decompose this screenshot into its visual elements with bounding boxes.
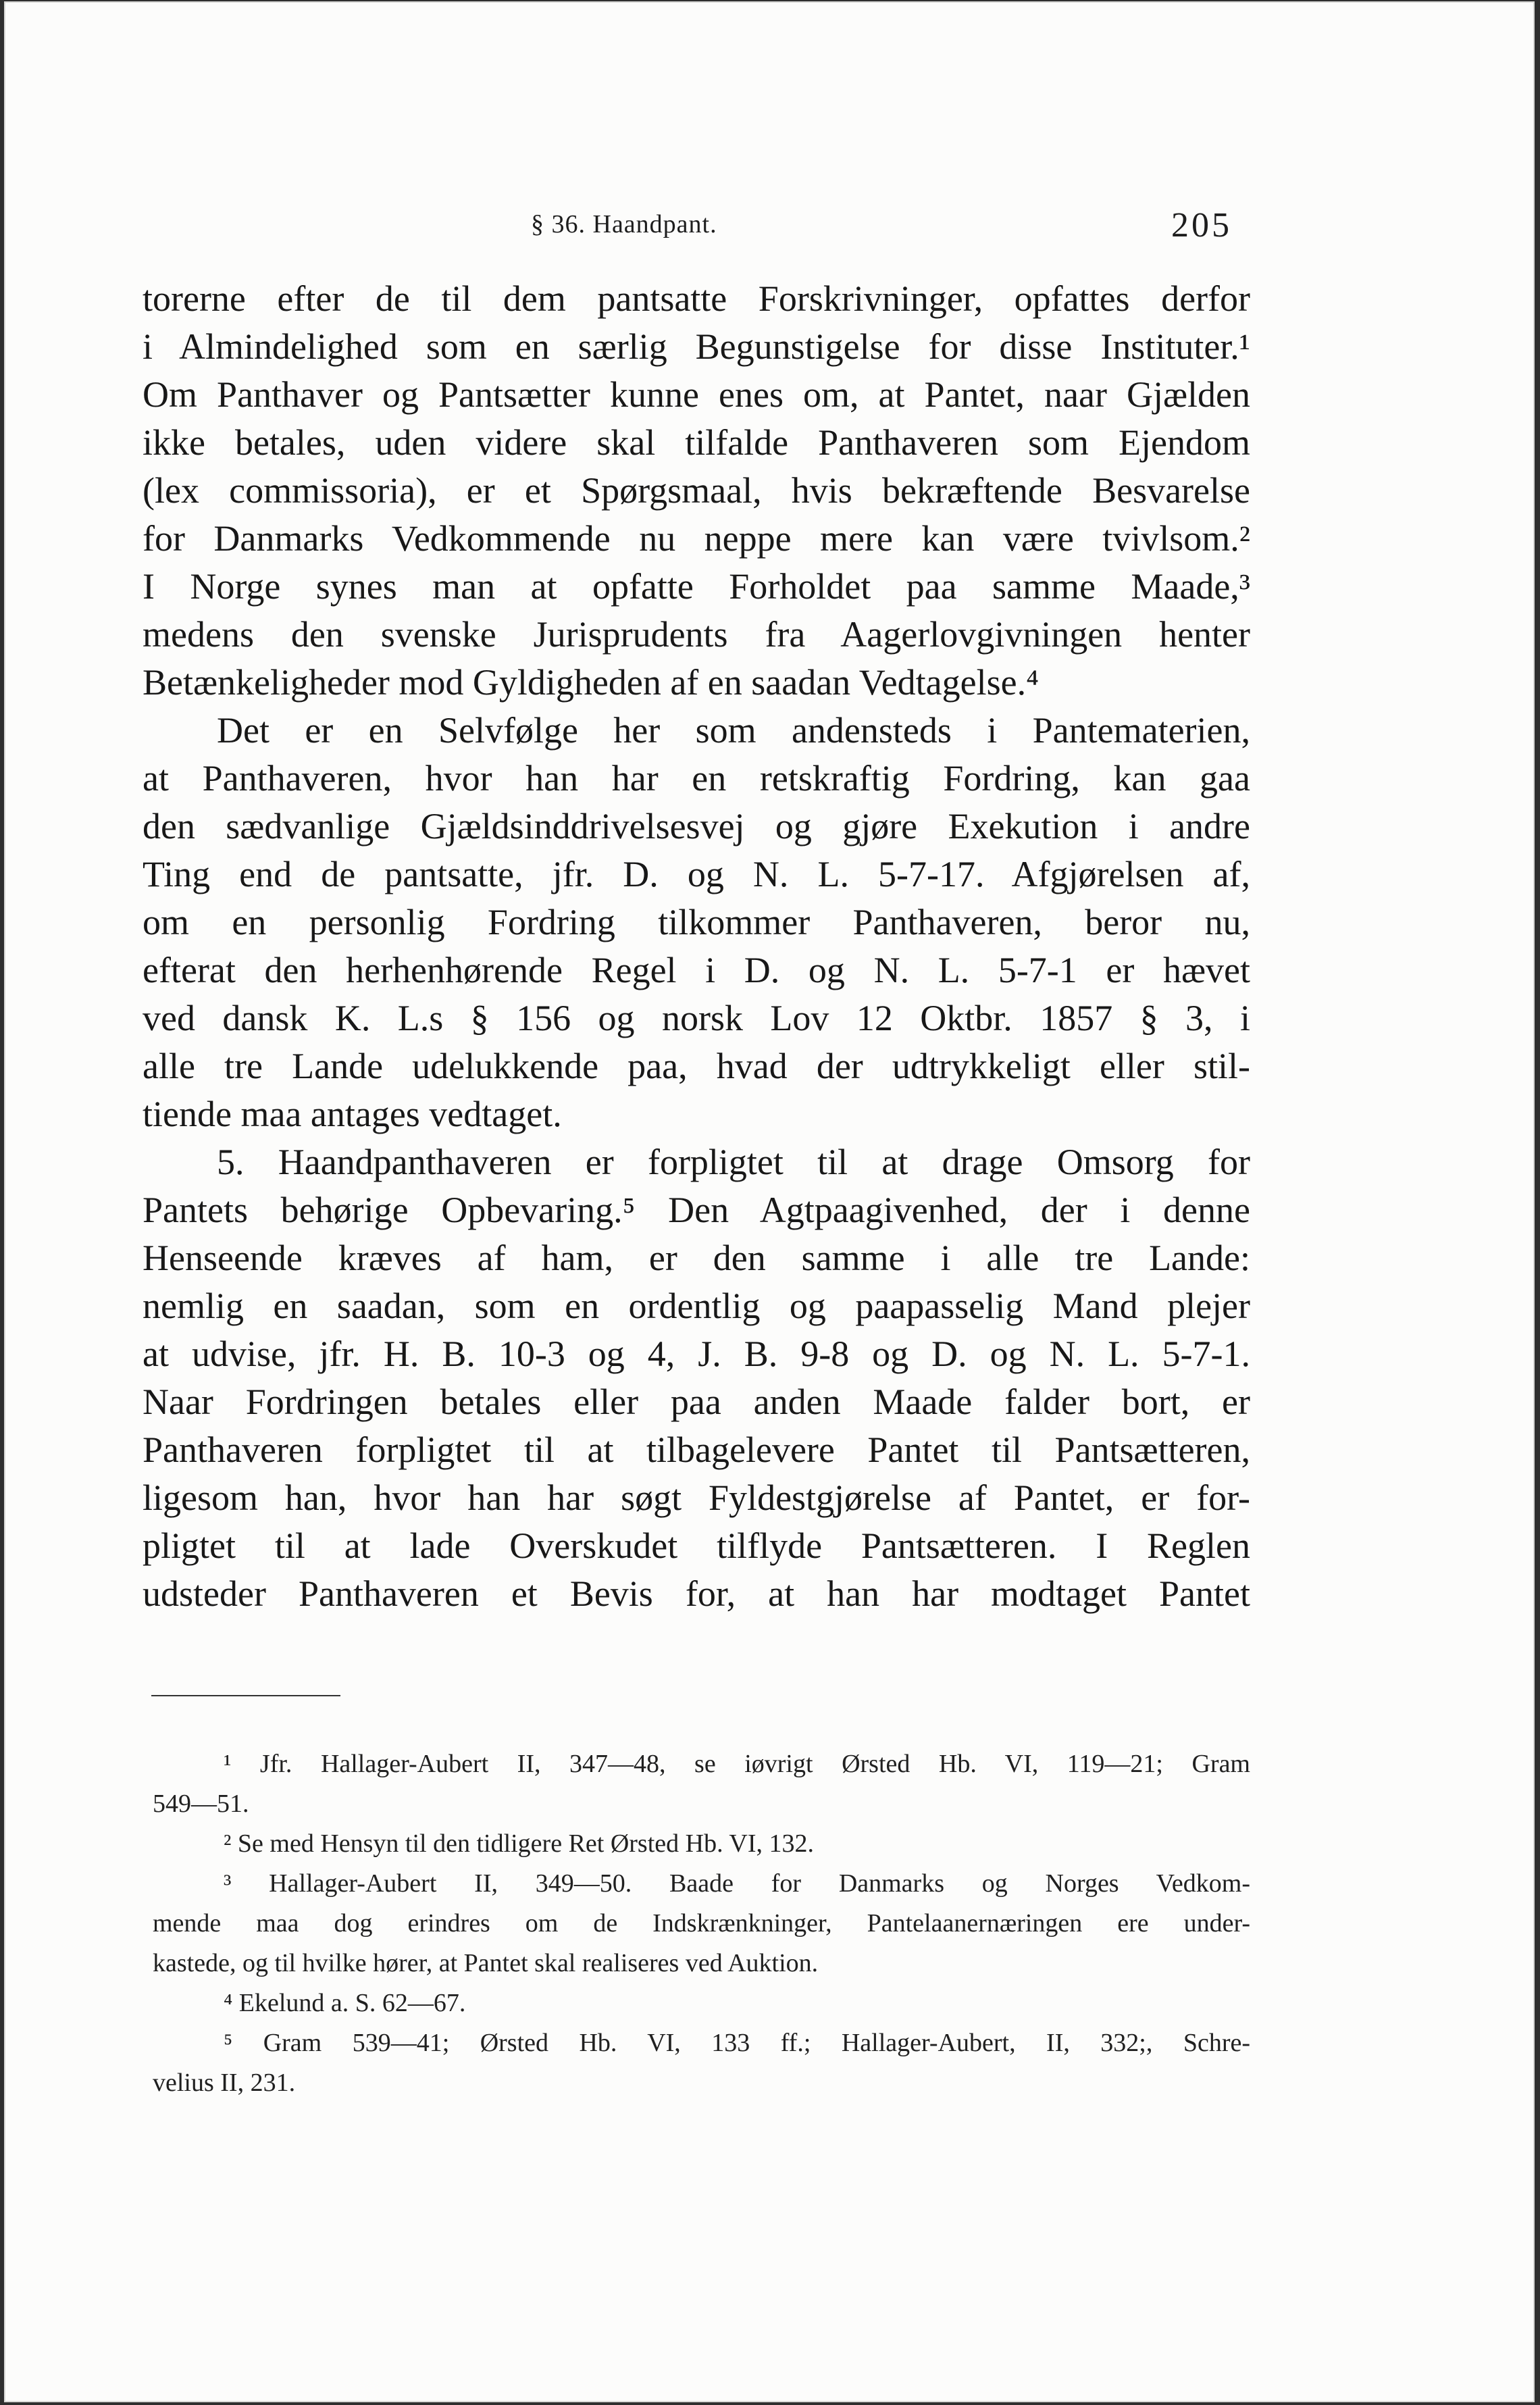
body-line: ligesom han, hvor han har søgt Fyldestgjørelse af Pantet, er for-: [143, 1477, 1250, 1518]
body-line: den sædvanlige Gjældsinddrivelsesvej og gjøre Exekution i andre: [143, 806, 1250, 846]
body-line: nemlig en saadan, som en ordentlig og paapasselig Mand plejer: [143, 1286, 1250, 1326]
body-line: at Panthaveren, hvor han har en retskraftig Fordring, kan gaa: [143, 758, 1250, 799]
page-number: 205: [1171, 206, 1232, 245]
body-line: tiende maa antages vedtaget.: [143, 1094, 562, 1134]
body-line: I Norge synes man at opfatte Forholdet paa samme Maade,³: [143, 566, 1250, 607]
body-line: Naar Fordringen betales eller paa anden Maade falder bort, er: [143, 1382, 1250, 1422]
running-header: [4, 197, 1535, 258]
body-line: Panthaveren forpligtet til at tilbagelevere Pantet til Pantsætteren,: [143, 1429, 1250, 1470]
body-line: alle tre Lande udelukkende paa, hvad der udtrykkeligt eller stil-: [143, 1046, 1250, 1086]
body-line: i Almindelighed som en særlig Begunstigelse for disse Instituter.¹: [143, 326, 1250, 367]
footnote-line: mende maa dog erindres om de Indskrænkninger, Pantelaanernæringen ere under-: [153, 1909, 1250, 1938]
body-line: Om Panthaver og Pantsætter kunne enes om, at Pantet, naar Gjælden: [143, 374, 1250, 415]
body-line: for Danmarks Vedkommende nu neppe mere kan være tvivlsom.²: [143, 518, 1250, 559]
footnote-line: ² Se med Hensyn til den tidligere Ret Ørsted Hb. VI, 132.: [224, 1829, 814, 1858]
body-line: torerne efter de til dem pantsatte Forskrivninger, opfattes derfor: [143, 278, 1250, 319]
footnote-line: kastede, og til hvilke hører, at Pantet skal realiseres ved Auktion.: [153, 1949, 819, 1977]
body-line: Henseende kræves af ham, er den samme i alle tre Lande:: [143, 1238, 1250, 1278]
body-line: pligtet til at lade Overskudet tilflyde Pantsætteren. I Reglen: [143, 1525, 1250, 1566]
book-page: [4, 1, 1535, 2402]
body-line: at udvise, jfr. H. B. 10-3 og 4, J. B. 9-8 og D. og N. L. 5-7-1.: [143, 1334, 1250, 1374]
footnote-line: ⁴ Ekelund a. S. 62—67.: [224, 1989, 466, 2017]
paragraph-start-line: 5. Haandpanthaveren er forpligtet til at drage Omsorg for: [217, 1142, 1250, 1182]
body-line: om en personlig Fordring tilkommer Panthaveren, beror nu,: [143, 902, 1250, 942]
body-line: udsteder Panthaveren et Bevis for, at han har modtaget Pantet: [143, 1573, 1250, 1614]
body-line: Pantets behørige Opbevaring.⁵ Den Agtpaagivenhed, der i denne: [143, 1190, 1250, 1230]
footnote-line: ¹ Jfr. Hallager-Aubert II, 347—48, se iøvrigt Ørsted Hb. VI, 119—21; Gram: [224, 1750, 1250, 1778]
footnote-divider: [151, 1695, 340, 1696]
running-title: § 36. Haandpant.: [531, 210, 717, 238]
body-line: Betænkeligheder mod Gyldigheden af en saadan Vedtagelse.⁴: [143, 662, 1039, 703]
footnote-line: 549—51.: [153, 1790, 249, 1818]
body-line: ved dansk K. L.s § 156 og norsk Lov 12 Oktbr. 1857 § 3, i: [143, 998, 1250, 1038]
body-text: [143, 275, 1250, 1618]
footnote-line: velius II, 231.: [153, 2069, 296, 2097]
body-line: Ting end de pantsatte, jfr. D. og N. L. 5-7-17. Afgjørelsen af,: [143, 854, 1250, 894]
footnotes: [153, 1744, 1250, 2103]
body-line: efterat den herhenhørende Regel i D. og N. L. 5-7-1 er hævet: [143, 950, 1250, 990]
body-line: (lex commissoria), er et Spørgsmaal, hvis bekræftende Besvarelse: [143, 470, 1250, 511]
body-line: medens den svenske Jurisprudents fra Aagerlovgivningen henter: [143, 614, 1250, 655]
footnote-line: ⁵ Gram 539—41; Ørsted Hb. VI, 133 ff.; Hallager-Aubert, II, 332;, Schre-: [224, 2029, 1250, 2057]
footnote-line: ³ Hallager-Aubert II, 349—50. Baade for Danmarks og Norges Vedkom-: [224, 1869, 1250, 1898]
paragraph-start-line: Det er en Selvfølge her som andensteds i Pantematerien,: [217, 710, 1250, 751]
body-line: ikke betales, uden videre skal tilfalde Panthaveren som Ejendom: [143, 422, 1250, 463]
